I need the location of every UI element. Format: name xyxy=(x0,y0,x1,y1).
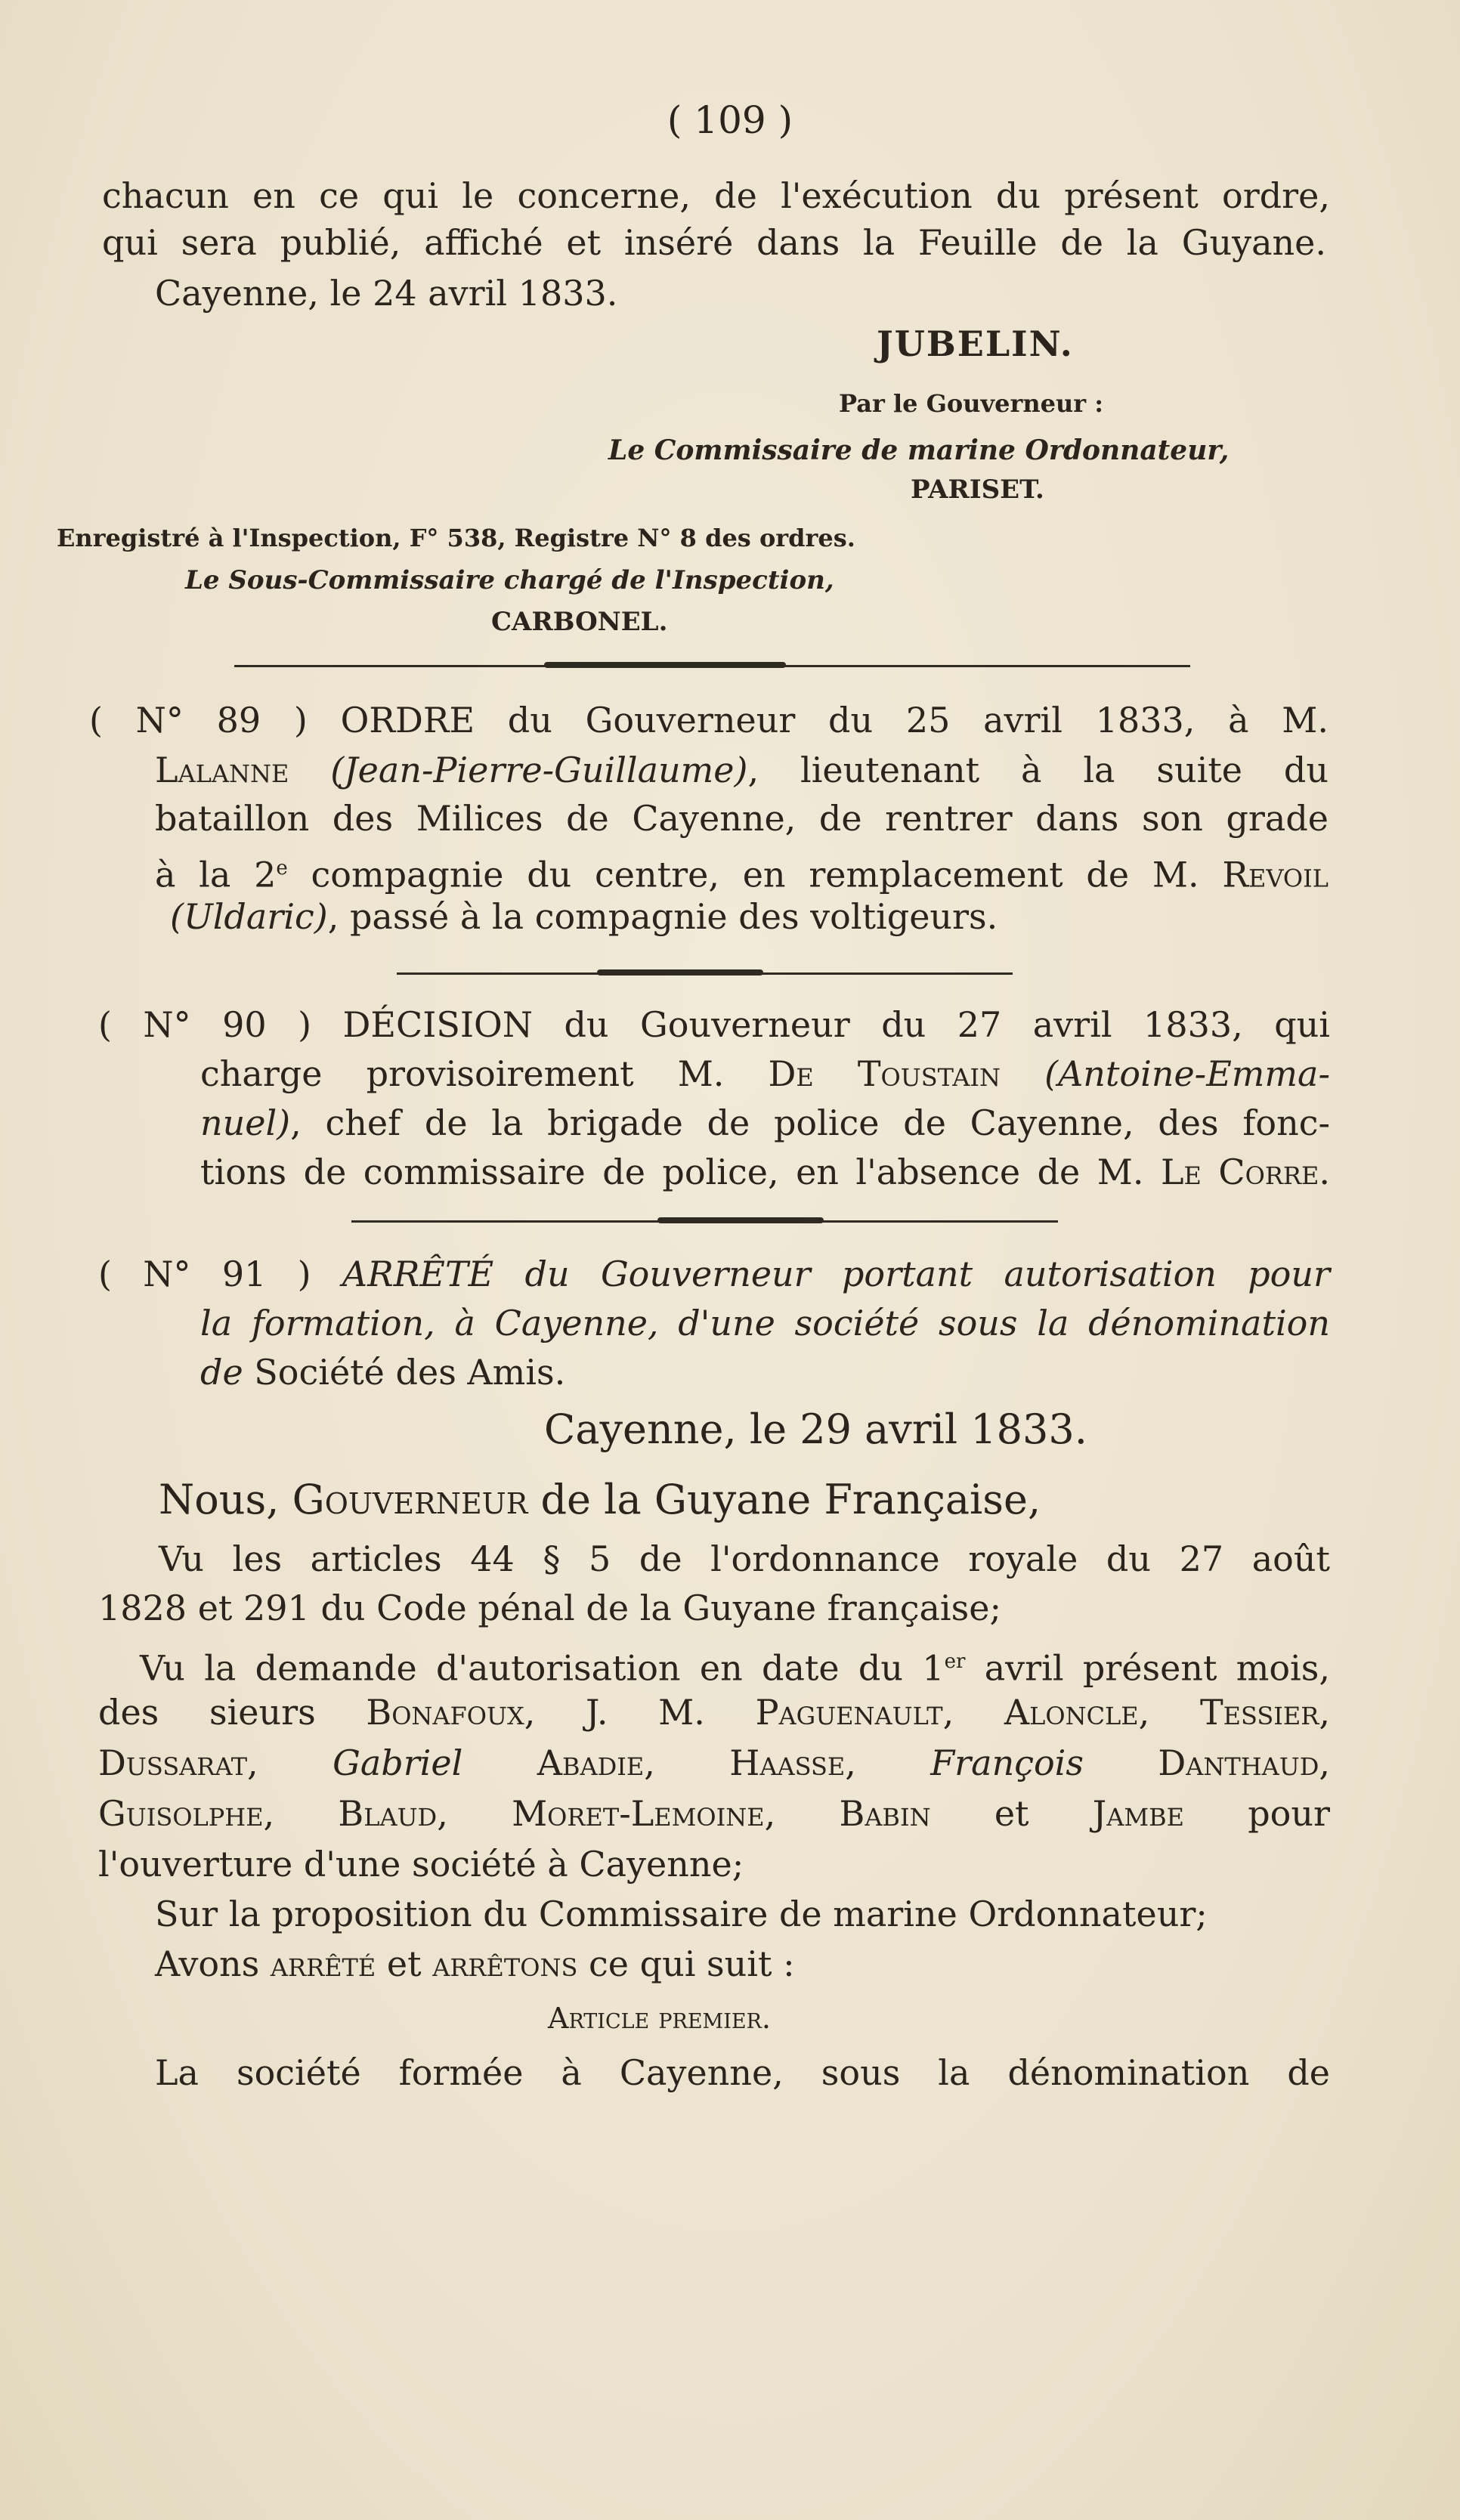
inspector-name: CARBONEL. xyxy=(491,607,668,637)
text-line: chacun en ce qui le concerne, de l'exécution du présent ordre, xyxy=(102,175,1330,216)
text-span: Avons xyxy=(155,1943,260,1984)
separator-ornament xyxy=(544,662,786,668)
text-line xyxy=(170,893,998,940)
dateline: Cayenne, le 29 avril 1833. xyxy=(544,1405,1087,1453)
text-line: La société formée à Cayenne, sous la dénomination de xyxy=(155,2052,1330,2093)
person-names: Guisolphe, Blaud, Moret-Lemoine, Babin xyxy=(98,1793,931,1834)
text-span: , passé à la compagnie des voltigeurs. xyxy=(327,896,998,937)
text-line xyxy=(98,1251,1330,1297)
text-line: qui sera publié, affiché et inséré dans la Feuille de la Guyane. xyxy=(102,222,1326,263)
text-line xyxy=(98,1689,1330,1736)
registration-note: Enregistré à l'Inspection, F° 538, Registre N° 8 des ordres. xyxy=(57,524,855,552)
text-line: 1828 et 291 du Code pénal de la Guyane française; xyxy=(98,1588,1001,1628)
text-line: ( N° 89 ) ORDRE du Gouverneur du 25 avril 1833, à M. xyxy=(89,700,1329,741)
commissaire-title: Le Commissaire de marine Ordonnateur, xyxy=(608,434,1230,466)
commissaire-name: PARISET. xyxy=(911,475,1044,505)
text-line: la formation, à Cayenne, d'une société sous la dénomination xyxy=(200,1303,1330,1343)
given-names: (Uldaric) xyxy=(170,896,328,937)
text-span: arrêtons xyxy=(421,1943,578,1984)
text-span: , lieutenant à la suite du xyxy=(747,750,1329,790)
person-name: Le Corre. xyxy=(1143,1152,1330,1192)
text-line: l'ouverture d'une société à Cayenne; xyxy=(98,1844,744,1885)
separator-ornament xyxy=(657,1217,824,1223)
text-span: de xyxy=(200,1352,243,1393)
page-number: ( 109 ) xyxy=(667,98,793,142)
signatory-name: JUBELIN. xyxy=(877,323,1074,364)
text-span: et xyxy=(376,1943,422,1984)
person-name: Revoil xyxy=(1199,854,1329,895)
text-span: tions de commissaire de police, en l'absence de M. xyxy=(200,1152,1144,1192)
text-line xyxy=(155,1940,795,1987)
text-span: , chef de la brigade de police de Cayenne, des fonc- xyxy=(290,1102,1330,1143)
dateline: Cayenne, le 24 avril 1833. xyxy=(155,273,618,314)
text-span: à la 2 xyxy=(155,854,277,895)
given-name: Gabriel xyxy=(258,1742,463,1783)
text-span: et xyxy=(930,1793,1029,1834)
separator-ornament xyxy=(597,969,763,976)
given-names: (Antoine-Emma- xyxy=(1001,1053,1330,1094)
text-span: charge provisoirement M. xyxy=(200,1053,725,1094)
text-span: Vu la demande d'autorisation en date du 1 xyxy=(140,1647,945,1689)
superscript: e xyxy=(276,857,288,880)
text-span: avril présent mois, xyxy=(965,1647,1330,1689)
text-line xyxy=(200,1149,1330,1195)
text-line: ( N° 90 ) DÉCISION du Gouverneur du 27 avril 1833, qui xyxy=(98,1004,1330,1045)
order-number: ( N° 91 ) xyxy=(98,1254,311,1294)
text-line xyxy=(155,747,1329,793)
person-name: Jambe xyxy=(1028,1793,1184,1834)
person-name: De Toustain xyxy=(724,1053,1001,1094)
text-line xyxy=(155,845,1329,898)
text-line xyxy=(200,1349,565,1396)
text-span: ARRÊTÉ du Gouverneur portant autorisation pour xyxy=(311,1254,1330,1294)
text-line: bataillon des Milices de Cayenne, de rentrer dans son grade xyxy=(155,798,1329,839)
text-span: arrêté xyxy=(259,1943,376,1984)
text-span: Société des Amis. xyxy=(243,1352,566,1393)
person-names: Abadie, Haasse, xyxy=(462,1742,856,1783)
text-line xyxy=(200,1099,1330,1146)
superscript: er xyxy=(944,1650,966,1673)
text-line xyxy=(98,1739,1330,1786)
given-names: nuel) xyxy=(200,1102,291,1143)
inspector-title: Le Sous-Commissaire chargé de l'Inspection, xyxy=(185,565,834,595)
given-names: (Jean-Pierre-Guillaume) xyxy=(330,750,748,790)
person-name: Dussarat, xyxy=(98,1742,258,1783)
text-line xyxy=(200,1050,1330,1097)
person-name: Danthaud, xyxy=(1084,1742,1330,1783)
text-span: Nous, xyxy=(159,1476,280,1523)
text-span: de la Guyane Française, xyxy=(527,1476,1041,1523)
article-heading: Article premier. xyxy=(548,2002,771,2035)
text-span: pour xyxy=(1183,1793,1330,1834)
person-names: Bonafoux, J. M. Paguenault, Aloncle, Tessier, xyxy=(315,1692,1330,1733)
text-span: ce qui suit : xyxy=(577,1943,795,1984)
person-name: Lalanne xyxy=(155,750,289,790)
given-name: François xyxy=(855,1742,1084,1783)
text-line xyxy=(98,1790,1330,1837)
text-line: Sur la proposition du Commissaire de marine Ordonnateur; xyxy=(155,1894,1208,1934)
text-span: Gouverneur xyxy=(279,1476,528,1523)
text-line: Vu les articles 44 § 5 de l'ordonnance royale du 27 août xyxy=(159,1538,1330,1579)
by-line: Par le Gouverneur : xyxy=(839,389,1104,418)
text-span: compagnie du centre, en remplacement de M. xyxy=(287,854,1199,895)
text-span: des sieurs xyxy=(98,1692,316,1733)
preamble-heading xyxy=(159,1473,1041,1526)
text-line xyxy=(140,1638,1330,1691)
